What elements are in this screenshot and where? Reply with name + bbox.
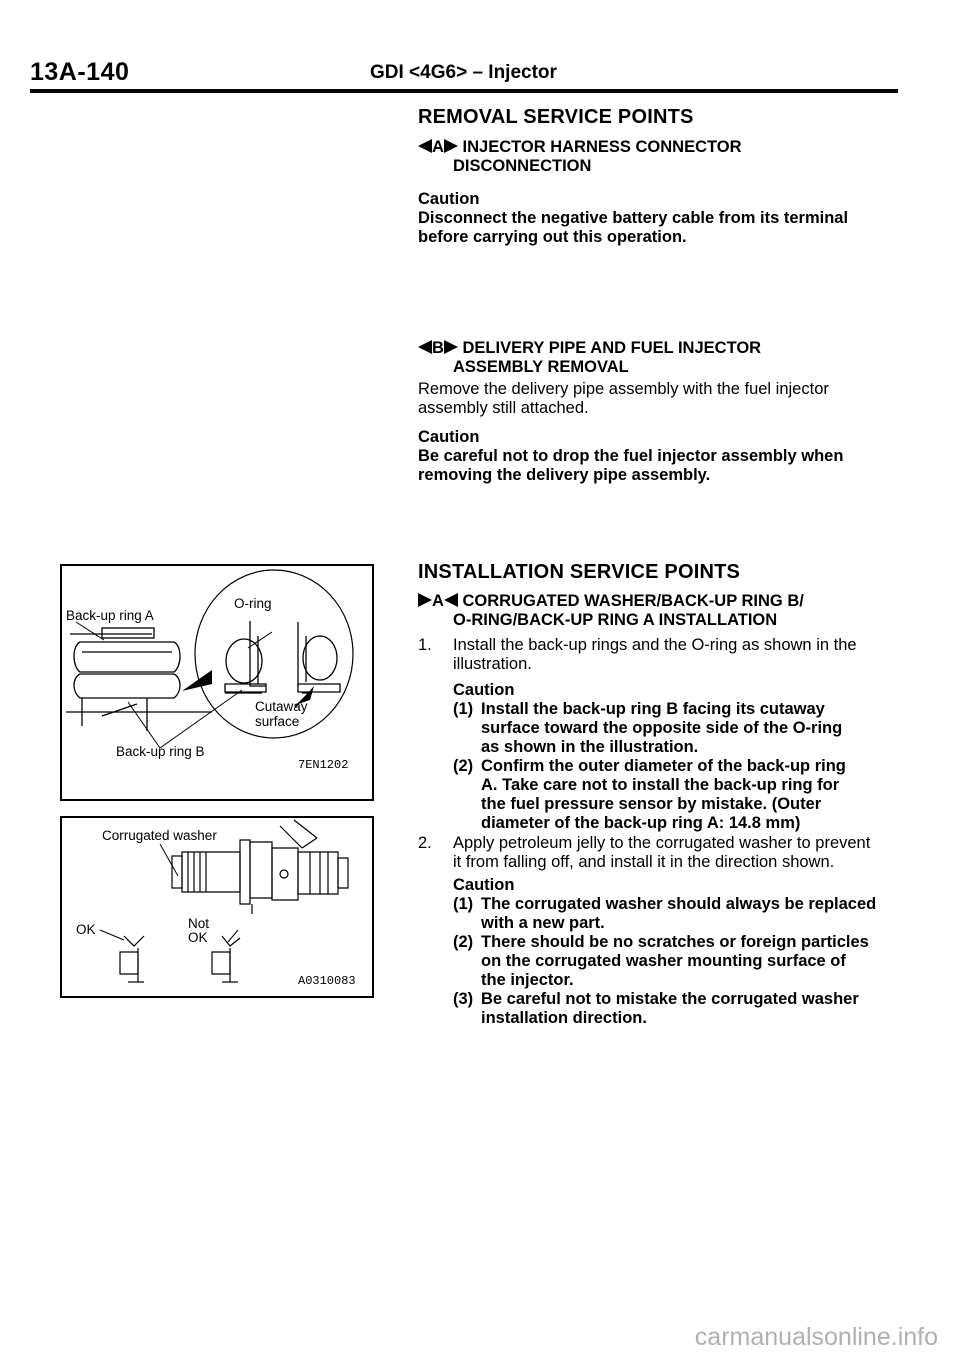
step1-c1-line2: surface toward the opposite side of the O-ring xyxy=(481,719,843,737)
step2-item xyxy=(418,834,900,872)
removal-b-title xyxy=(418,339,900,358)
step2-c3-line1: Be careful not to mistake the corrugated washer xyxy=(481,990,859,1008)
removal-heading: REMOVAL SERVICE POINTS xyxy=(418,106,694,128)
label-ok: OK xyxy=(76,922,96,937)
step2-c3-line2: installation direction. xyxy=(481,1009,647,1027)
step1-c2-line3: the fuel pressure sensor by mistake. (Outer xyxy=(481,795,822,813)
label-oring: O-ring xyxy=(234,596,272,611)
removal-b-caution-line2: removing the delivery pipe assembly. xyxy=(418,466,711,484)
left-arrow-icon xyxy=(418,340,432,354)
removal-a-caution-line1: Disconnect the negative battery cable from its terminal xyxy=(418,209,849,227)
page-number: 13A-140 xyxy=(30,58,130,86)
step2-line2: it from falling off, and install it in the direction shown. xyxy=(453,853,835,871)
right-arrow-icon xyxy=(444,139,458,153)
step1-c1-number: (1) xyxy=(453,700,474,718)
header-rule xyxy=(30,89,898,93)
step1-c1-line3: as shown in the illustration. xyxy=(481,738,699,756)
removal-a-caution-line2: before carrying out this operation. xyxy=(418,228,687,246)
step1-caution-2 xyxy=(453,757,900,833)
step1-item xyxy=(418,636,900,674)
step2-c2-number: (2) xyxy=(453,933,474,951)
step2-c1-number: (1) xyxy=(453,895,474,913)
removal-a-title-line1: INJECTOR HARNESS CONNECTOR xyxy=(462,138,742,156)
installation-heading: INSTALLATION SERVICE POINTS xyxy=(418,561,741,583)
label-not-ok: OK xyxy=(188,930,208,945)
step2-c1-line2: with a new part. xyxy=(481,914,605,932)
step2-c1-line1: The corrugated washer should always be replaced xyxy=(481,895,877,913)
step2-caution-label: Caution xyxy=(453,876,515,894)
label-backup-ring-a: Back-up ring A xyxy=(66,608,154,623)
removal-a-caution-label: Caution xyxy=(418,190,480,208)
removal-a-marker: A xyxy=(432,138,444,156)
watermark: carmanualsonline.info xyxy=(694,1323,938,1351)
figure-oring-backup-rings xyxy=(60,564,374,801)
step2-number: 2. xyxy=(418,834,432,852)
step1-c2-number: (2) xyxy=(453,757,474,775)
step2 xyxy=(418,834,900,872)
step2-caution-3 xyxy=(453,990,900,1028)
step2-c2-line2: on the corrugated washer mounting surface of xyxy=(481,952,846,970)
figure-corrugated-washer xyxy=(60,816,374,998)
installation-a-marker: A xyxy=(432,592,444,610)
removal-b-title-line2: ASSEMBLY REMOVAL xyxy=(453,358,629,376)
injector-washer-illustration xyxy=(62,818,372,996)
step2-caution-2 xyxy=(453,933,900,990)
removal-b-title-line1: DELIVERY PIPE AND FUEL INJECTOR xyxy=(462,339,762,357)
removal-b-caution-label: Caution xyxy=(418,428,480,446)
removal-a-title xyxy=(418,138,900,157)
step1-number: 1. xyxy=(418,636,432,654)
label-backup-ring-b: Back-up ring B xyxy=(116,744,205,759)
step1-c1-line1: Install the back-up ring B facing its cutaway xyxy=(481,700,825,718)
label-not: Not xyxy=(188,916,210,931)
page-title: GDI <4G6> – Injector xyxy=(370,62,557,83)
step1-c2-line2: A. Take care not to install the back-up ring for xyxy=(481,776,840,794)
removal-b-body-line1: Remove the delivery pipe assembly with the fuel injector xyxy=(418,380,829,398)
label-cutaway-1: Cutaway xyxy=(255,699,308,714)
step1 xyxy=(418,636,900,674)
step1-line2: illustration. xyxy=(453,655,532,673)
installation-a-title-line2: O-RING/BACK-UP RING A INSTALLATION xyxy=(453,611,778,629)
right-arrow-icon xyxy=(418,593,432,607)
step1-caution-label: Caution xyxy=(453,681,515,699)
installation-a-title xyxy=(418,592,900,611)
step1-line1: Install the back-up rings and the O-ring as shown in the xyxy=(453,636,857,654)
step2-caution-1 xyxy=(453,895,900,933)
label-corrugated-washer: Corrugated washer xyxy=(102,828,217,843)
label-cutaway-2: surface xyxy=(255,714,300,729)
step2-line1: Apply petroleum jelly to the corrugated washer to prevent xyxy=(453,834,871,852)
step2-c3-number: (3) xyxy=(453,990,474,1008)
installation-a-title-line1: CORRUGATED WASHER/BACK-UP RING B/ xyxy=(462,592,804,610)
right-arrow-icon xyxy=(444,340,458,354)
left-arrow-icon xyxy=(418,139,432,153)
step2-c2-line3: the injector. xyxy=(481,971,574,989)
figure1-code: 7EN1202 xyxy=(298,758,349,772)
step1-c2-line1: Confirm the outer diameter of the back-up ring xyxy=(481,757,846,775)
left-arrow-icon xyxy=(444,593,458,607)
removal-a-title-line2: DISCONNECTION xyxy=(453,157,592,175)
removal-b-caution-line1: Be careful not to drop the fuel injector assembly when xyxy=(418,447,844,465)
figure2-code: A0310083 xyxy=(298,974,356,988)
removal-b-marker: B xyxy=(432,339,444,357)
step1-caution-1 xyxy=(453,700,900,757)
step1-c2-line4: diameter of the back-up ring A: 14.8 mm) xyxy=(481,814,801,832)
removal-b-body-line2: assembly still attached. xyxy=(418,399,589,417)
step2-c2-line1: There should be no scratches or foreign particles xyxy=(481,933,869,951)
